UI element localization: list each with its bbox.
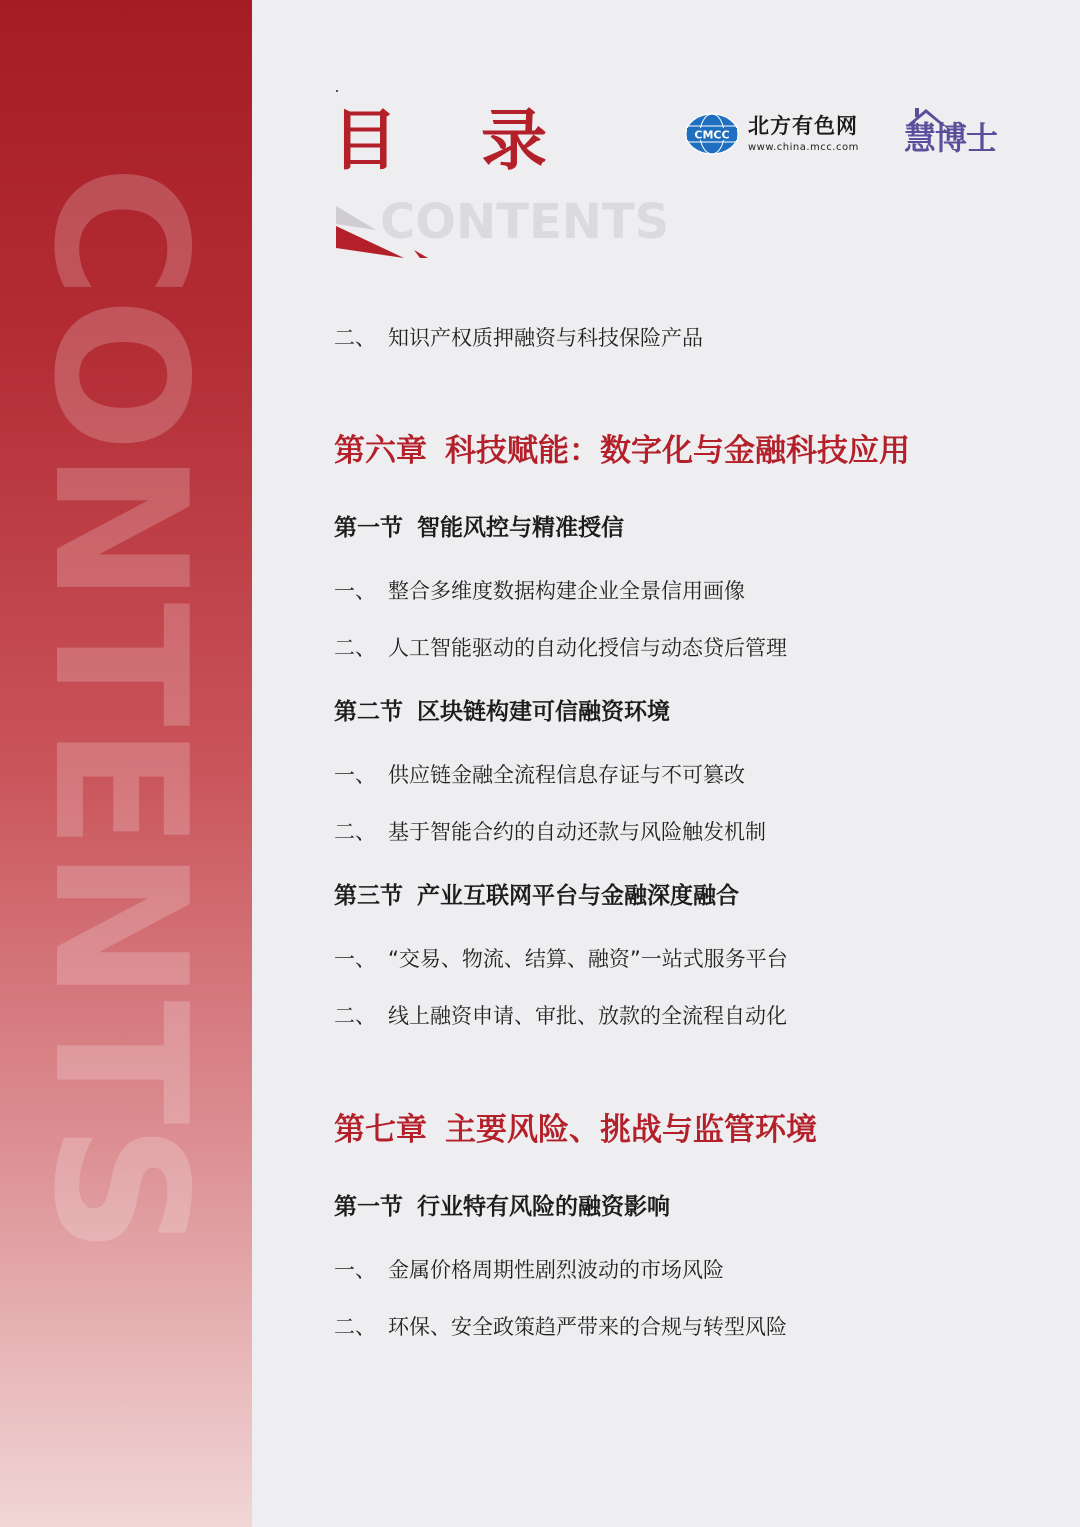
toc-item[interactable] bbox=[334, 760, 745, 790]
toc-item[interactable] bbox=[334, 817, 766, 847]
toc-item-number: 二、 bbox=[334, 1004, 376, 1028]
toc-section-number: 第一节 bbox=[334, 515, 403, 541]
toc-item[interactable] bbox=[334, 1312, 787, 1342]
toc-item-number: 二、 bbox=[334, 326, 376, 350]
toc-item[interactable] bbox=[334, 1001, 787, 1031]
toc-section-title: 智能风控与精准授信 bbox=[417, 515, 624, 541]
toc-section-number: 第一节 bbox=[334, 1194, 403, 1220]
toc-item-title: 供应链金融全流程信息存证与不可篡改 bbox=[388, 763, 745, 787]
contents-subtitle: CONTENTS bbox=[380, 194, 670, 250]
toc-item-number: 一、 bbox=[334, 579, 376, 603]
toc-item[interactable] bbox=[334, 576, 745, 606]
toc-chapter-number: 第六章 bbox=[334, 433, 427, 469]
toc-item-number: 一、 bbox=[334, 763, 376, 787]
toc-item-number: 一、 bbox=[334, 1258, 376, 1282]
toc-item-number: 一、 bbox=[334, 947, 376, 971]
toc-section[interactable] bbox=[334, 512, 624, 544]
toc-section[interactable] bbox=[334, 696, 670, 728]
huiboshi-logo-name: 慧博士 bbox=[904, 119, 998, 157]
toc-item[interactable] bbox=[334, 323, 703, 353]
toc-chapter-title: 科技赋能：数字化与金融科技应用 bbox=[445, 433, 910, 469]
toc-section-number: 第三节 bbox=[334, 883, 403, 909]
page-title: 目 录 bbox=[332, 101, 577, 179]
toc-item[interactable] bbox=[334, 1255, 724, 1285]
toc-item-title: 金属价格周期性剧烈波动的市场风险 bbox=[388, 1258, 724, 1282]
cmcc-logo-name: 北方有色网 bbox=[748, 114, 858, 138]
cmcc-logo-url: www.china.mcc.com bbox=[748, 142, 859, 153]
sidebar-watermark: CONTENTS bbox=[14, 165, 226, 1254]
toc-section[interactable] bbox=[334, 1191, 670, 1223]
toc-item-title: 环保、安全政策趋严带来的合规与转型风险 bbox=[388, 1315, 787, 1339]
toc-item-number: 二、 bbox=[334, 636, 376, 660]
toc-item-title: 线上融资申请、审批、放款的全流程自动化 bbox=[388, 1004, 787, 1028]
toc-section-title: 区块链构建可信融资环境 bbox=[417, 699, 670, 725]
toc-section-title: 产业互联网平台与金融深度融合 bbox=[417, 883, 739, 909]
cmcc-mark-text: CMCC bbox=[694, 128, 730, 142]
toc-chapter[interactable] bbox=[334, 1110, 817, 1150]
toc-item[interactable] bbox=[334, 633, 787, 663]
toc-item-number: 二、 bbox=[334, 820, 376, 844]
toc-item-title: 人工智能驱动的自动化授信与动态贷后管理 bbox=[388, 636, 787, 660]
toc-section-number: 第二节 bbox=[334, 699, 403, 725]
toc-item[interactable] bbox=[334, 944, 788, 974]
toc-section-title: 行业特有风险的融资影响 bbox=[417, 1194, 670, 1220]
toc-item-number: 二、 bbox=[334, 1315, 376, 1339]
toc-item-title: 知识产权质押融资与科技保险产品 bbox=[388, 326, 703, 350]
toc-chapter-number: 第七章 bbox=[334, 1112, 427, 1148]
toc-section[interactable] bbox=[334, 880, 739, 912]
toc-chapter-title: 主要风险、挑战与监管环境 bbox=[445, 1112, 817, 1148]
toc-item-title: “交易、物流、结算、融资”一站式服务平台 bbox=[388, 947, 788, 971]
toc-item-title: 基于智能合约的自动还款与风险触发机制 bbox=[388, 820, 766, 844]
toc-chapter[interactable] bbox=[334, 431, 910, 471]
toc-item-title: 整合多维度数据构建企业全景信用画像 bbox=[388, 579, 745, 603]
